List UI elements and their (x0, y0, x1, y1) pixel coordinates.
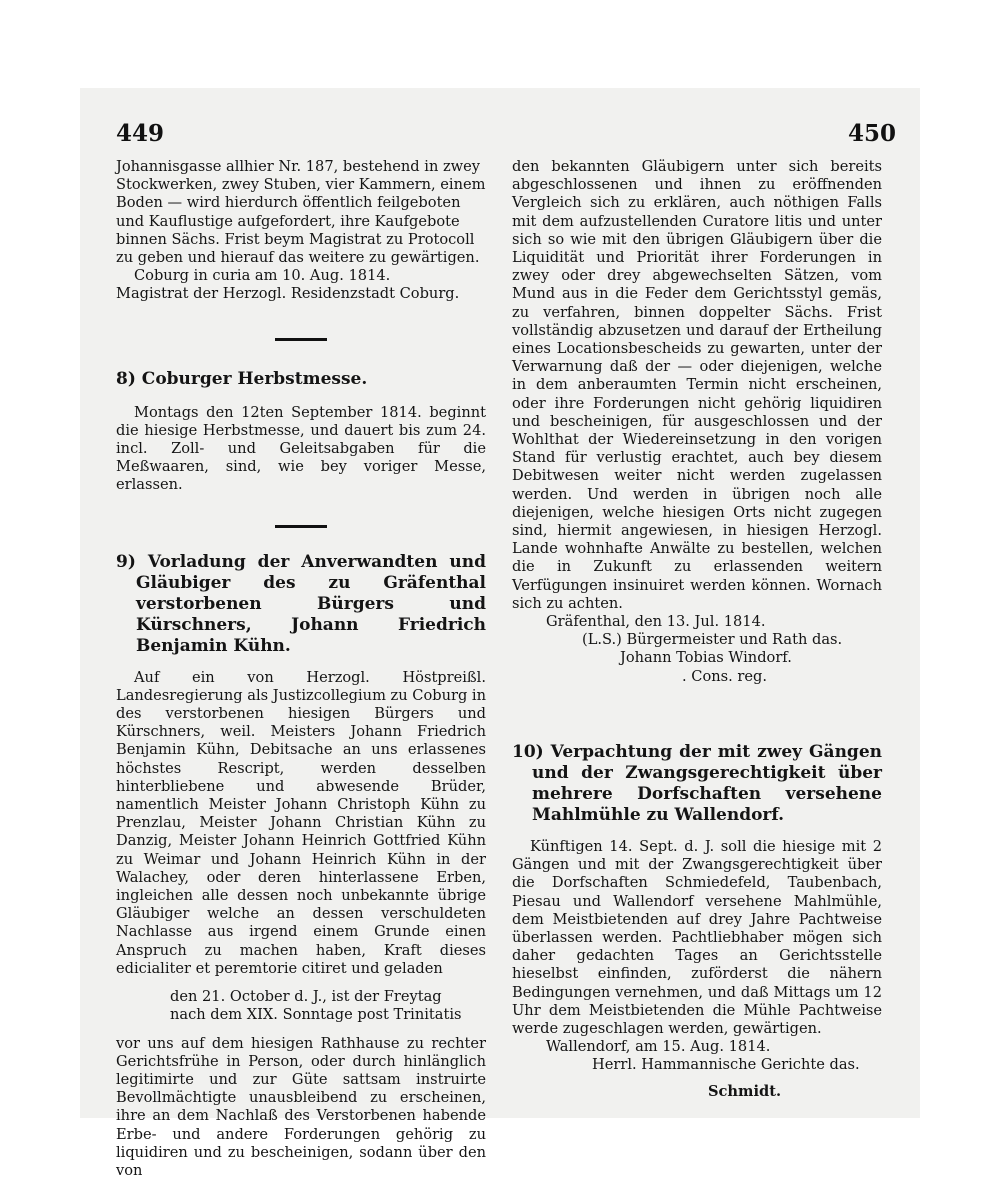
text-line: binnen Sächs. Frist beym Magistrat zu Protocoll (116, 230, 475, 248)
section-10-signature: Herrl. Hammannische Gerichte das. (592, 1056, 860, 1074)
section-9-text: Auf ein von Herzogl. Höstpreißl. Landesregierung als Justizcollegium zu Coburg in des verstorbenen hiesigen Bürgers und Kürschners, weil. Meisters Johann Friedrich Benjamin Kühn, Debitsache an uns erlassenes höchstes Rescript, werden desselben hinterbliebene und abwesende Brüder, namentlich Meister Johann Christoph Kühn zu Prenzlau, Meister Johann Christian Kühn zu Danzig, Meister Johann Heinrich Gottfried Kühn zu Weimar und Johann Heinrich Kühn in der Walachey, oder deren hinterlassene Erben, ingleichen alle dessen noch unbekannte übrige Gläubiger welche an dessen verschuldeten Nachlasse aus irgend einem Grunde einen Anspruch zu machen haben, Kraft dieses edicialiter et peremtorie citiret und geladen (116, 668, 486, 977)
section-9-signature: . Cons. reg. (682, 667, 767, 685)
section-10-signature: Schmidt. (708, 1082, 782, 1100)
text-line: zu geben und hierauf das weitere zu gewärtigen. (116, 249, 480, 267)
section-10-text: Künftigen 14. Sept. d. J. soll die hiesige mit 2 Gängen und mit der Zwangsgerechtigkeit über die Dorfschaften Schmiedefeld, Taubenbach, Piesau und Wallendorf versehene Mahlmühle, dem Meistbietenden auf drey Jahre Pachtweise überlassen werden. Pachtliebhaber mögen sich daher gedachten Tages an Gerichtsstelle hieselbst einfinden, zuförderst die nähern Bedingungen vernehmen, und daß Mittags um 12 Uhr dem Meistbietenden die Mühle Pachtweise werde zugeschlagen werden, gewärtigen. (512, 837, 882, 1037)
section-9-continuation: den bekannten Gläubigern unter sich bereits abgeschlossenen und ihnen zu eröffnenden Vergleich sich zu erklären, auch nöthigen Falls mit dem aufzustellenden Curatore litis und unter sich so wie mit den übrigen Gläubigern über die Liquidität und Priorität ihrer Forderungen in zwey oder drey abgewechselten Sätzen, vom Mund aus in die Feder dem Gerichtsstyl gemäs, zu verfahren, binnen doppelter Sächs. Frist vollständig abzusetzen und darauf der Ertheilung eines Locationsbescheids zu gewarten, unter der Verwarnung daß der — oder diejenigen, welche in dem anberaumten Termin nicht erscheinen, oder ihre Forderungen nicht gehörig liquidiren und bescheinigen, für ausgeschlossen und der Wohlthat der Wiedereinsetzung in den vorigen Stand für verlustig erachtet, auch bey diesem Debitwesen weiter nicht werden zugelassen werden. Und werden in übrigen noch alle diejenigen, welche hiesigen Orts nicht zugegen sind, hiermit angewiesen, in hiesigen Herzogl. Lande wohnhafte Anwälte zu bestellen, welchen die in Zukunft zu erlassenden weitern Verfügungen insinuiret werden können. Wornach sich zu achten. (512, 158, 882, 612)
section-10-heading: 10) Verpachtung der mit zwey Gängen und der Zwangsgerechtigkeit über mehrere Dorfschaften versehene Mahlmühle zu Wallendorf. (512, 741, 882, 825)
right-column (512, 158, 882, 1101)
section-9-date-line: den 21. October d. J., ist der Freytag (170, 988, 442, 1006)
section-8-text: Montags den 12ten September 1814. beginnt die hiesige Herbstmesse, und dauert bis zum 24. incl. Zoll- und Geleitsabgaben für die Meßwaaren, sind, wie bey voriger Messe, erlassen. (116, 403, 486, 494)
section-10-date: Wallendorf, am 15. Aug. 1814. (546, 1038, 771, 1056)
left-column (116, 158, 486, 1180)
section-9-heading: 9) Vorladung der Anverwandten und Gläubiger des zu Gräfenthal verstorbenen Bürgers und Kürschners, Johann Friedrich Benjamin Kühn. (116, 551, 486, 656)
lead-date: Coburg in curia am 10. Aug. 1814. (134, 267, 391, 285)
section-8-heading: 8) Coburger Herbstmesse. (116, 368, 368, 389)
section-9-date: Gräfenthal, den 13. Jul. 1814. (546, 613, 766, 631)
lead-paragraph (116, 158, 486, 267)
page-number-left: 449 (116, 120, 165, 147)
text-line: Boden — wird hierdurch öffentlich feilgeboten (116, 194, 461, 212)
section-9-signature: Johann Tobias Windorf. (620, 649, 792, 667)
page-number-right: 450 (848, 120, 897, 147)
lead-signature: Magistrat der Herzogl. Residenzstadt Coburg. (116, 285, 460, 303)
section-9-date-line: nach dem XIX. Sonntage post Trinitatis (170, 1006, 462, 1024)
text-line: und Kauflustige aufgefordert, ihre Kaufgebote (116, 212, 460, 230)
text-line: Stockwerken, zwey Stuben, vier Kammern, einem (116, 176, 486, 194)
text-line: Johannisgasse allhier Nr. 187, bestehend in zwey (116, 158, 481, 175)
section-9-signature: (L.S.) Bürgermeister und Rath das. (582, 631, 843, 649)
section-9-text-continued: vor uns auf dem hiesigen Rathhause zu rechter Gerichtsfrühe in Person, oder durch hinlänglich legitimirte und zur Güte sattsam instruirte Bevollmächtigte unausbleibend zu erscheinen, ihre an dem Nachlaß des Verstorbenen habende Erbe- und andere Forderungen gehörig zu liquidiren und zu bescheinigen, sodann über den von (116, 1034, 486, 1179)
